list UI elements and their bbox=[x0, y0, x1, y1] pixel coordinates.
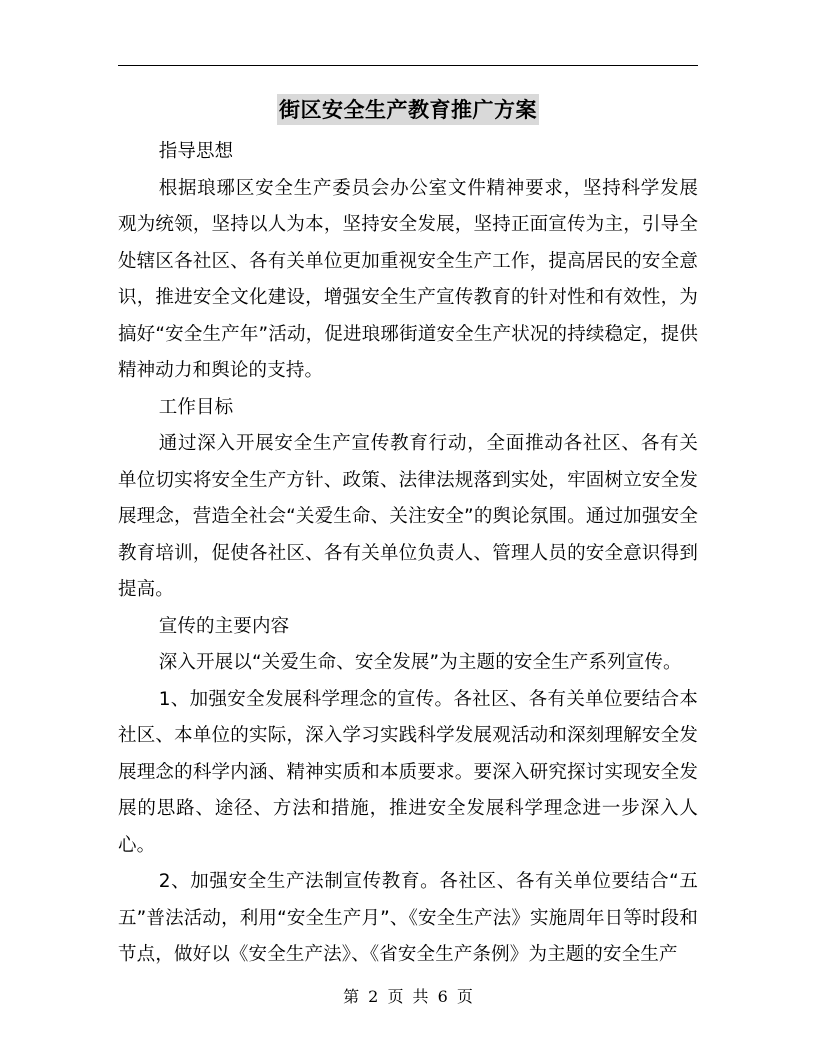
paragraph-item-1: 1、加强安全发展科学理念的宣传。各社区、各有关单位要结合本社区、本单位的实际，深入学习实践科学发展观活动和深刻理解安全发展理念的科学内涵、精神实质和本质要求。要深入研究探讨实现安全发展的思路、途径、方法和措施，推进安全发展科学理念进一步深入人心。 bbox=[118, 688, 698, 856]
section-heading-guiding-thought: 指导思想 bbox=[158, 141, 234, 162]
paragraph-work-goals: 通过深入开展安全生产宣传教育行动，全面推动各社区、各有关单位切实将安全生产方针、政策、法律法规落到实处，牢固树立安全发展理念，营造全社会“关爱生命、关注安全”的舆论氛围。通过加强安全教育培训，促使各社区、各有关单位负责人、管理人员的安全意识得到提高。 bbox=[118, 433, 698, 600]
title-container bbox=[0, 94, 816, 125]
header-rule bbox=[118, 65, 698, 66]
document-title: 街区安全生产教育推广方案 bbox=[277, 94, 539, 125]
paragraph-main-content-intro: 深入开展以“关爱生命、安全发展”为主题的安全生产系列宣传。 bbox=[158, 652, 682, 673]
paragraph-guiding-thought: 根据琅琊区安全生产委员会办公室文件精神要求，坚持科学发展观为统领，坚持以人为本，坚持安全发展，坚持正面宣传为主，引导全处辖区各社区、各有关单位更加重视安全生产工作，提高居民的安全意识，推进安全文化建设，增强安全生产宣传教育的针对性和有效性，为搞好“安全生产年”活动，促进琅琊街道安全生产状况的持续稳定，提供精神动力和舆论的支持。 bbox=[118, 177, 698, 381]
document-body bbox=[118, 134, 698, 974]
section-heading-main-content: 宣传的主要内容 bbox=[158, 615, 290, 637]
page-number-footer: 第 2 页 共 6 页 bbox=[343, 987, 473, 1006]
paragraph-item-2: 2、加强安全生产法制宣传教育。各社区、各有关单位要结合“五五”普法活动，利用“安全生产月”、《安全生产法》实施周年日等时段和节点，做好以《安全生产法》、《省安全生产条例》为主题的安全生产 bbox=[118, 871, 698, 965]
section-heading-work-goals: 工作目标 bbox=[158, 396, 234, 418]
